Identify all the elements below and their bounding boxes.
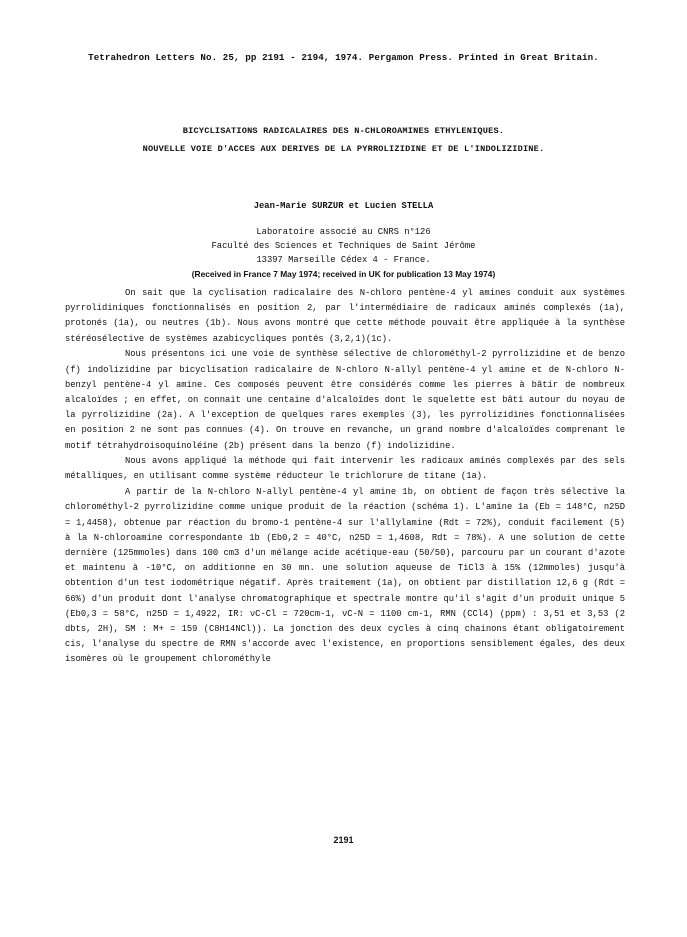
article-body <box>65 286 625 668</box>
author-names: Jean-Marie SURZUR et Lucien STELLA <box>253 201 434 211</box>
running-head: Tetrahedron Letters No. 25, pp 2191 - 2194, 1974. Pergamon Press. Printed in Great Britain. <box>88 52 599 63</box>
body-paragraph-3: Nous avons appliqué la méthode qui fait intervenir les radicaux aminés complexés par des sels métalliques, en utilisant comme système réducteur le trichlorure de titane (1a). <box>65 456 625 482</box>
affiliation-line-1: Laboratoire associé au CNRS n°126 <box>256 227 431 237</box>
affiliation-line-2: Faculté des Sciences et Techniques de Saint Jérôme <box>211 241 476 251</box>
received-dates: (Received in France 7 May 1974; received in UK for publication 13 May 1974) <box>191 269 496 279</box>
article-title-line-1: BICYCLISATIONS RADICALAIRES DES N-CHLOROAMINES ETHYLENIQUES. <box>182 126 505 136</box>
body-paragraph-1: On sait que la cyclisation radicalaire des N-chloro pentène-4 yl amines conduit aux systèmes pyrrolidiniques fonctionnalisés en position 2, par l'intermédiaire de radicaux aminés complexés (1a), protonés (1a), ou neutres (1b). Nous avons montré que cette méthode pouvait être appliquée à la synthèse stéréosélective de systèmes azabicycliques pontés (3,2,1)(1c). <box>65 288 625 344</box>
body-paragraph-2: Nous présentons ici une voie de synthèse sélective de chlorométhyl-2 pyrrolizidine et de benzo (f) indolizidine par bicyclisation radicalaire de N-chloro N-allyl pentène-4 yl amine et de N-chloro N-benzyl pentène-4 yl amine. Ces composés peuvent être considérés comme les pierres à bâtir de nombreux alcaloïdes ; en effet, on connait une centaine d'alcaloïdes dont le squelette est bâti autour du noyau de la pyrrolizidine (2a). A l'exception de quelques rares exemples (3), les pyrrolizidines fonctionnalisées en position 2 ne sont pas connues (4). On trouve en revanche, un grand nombre d'alcaloïdes comprenant le motif tétrahydroisoquinoléine (2b) présent dans la benzo (f) indolizidine. <box>65 349 625 451</box>
affiliation-line-3: 13397 Marseille Cédex 4 - France. <box>256 255 431 265</box>
page-number: 2191 <box>333 835 354 845</box>
body-paragraph-4: A partir de la N-chloro N-allyl pentène-4 yl amine 1b, on obtient de façon très sélective la chlorométhyl-2 pyrrolizidine comme unique produit de la réaction (schéma 1). L'amine 1a (Eb = 148°C, n25D = 1,4458), obtenue par réaction du bromo-1 pentène-4 sur l'allylamine (Rdt = 72%), conduit facilement (5) à la N-chloroamine correspondante 1b (Eb0,2 = 40°C, n25D = 1,4608, Rdt = 78%). A une solution de cette dernière (125mmoles) dans 100 cm3 d'un mélange acide acétique-eau (50/50), parcouru par un courant d'azote et maintenu à -10°C, on additionne en 30 mn. une solution aqueuse de TiCl3 à 15% (12mmoles) jusqu'à obtention d'un test iodométrique négatif. Après traitement (1a), on obtient par distillation 12,6 g (Rdt = 66%) d'un produit dont l'analyse chromatographique et spectrale montre qu'il s'agit d'un produit unique 5 (Eb0,3 = 58°C, n25D = 1,4922, IR: νC-Cl = 720cm-1, νC-N = 1100 cm-1, RMN (CCl4) (ppm) : 3,51 et 3,53 (2 dbts, 2H), SM : M+ = 159 (C8H14NCl)). La jonction des deux cycles à cinq chainons étant obligatoirement cis, l'analyse du spectre de RMN s'accorde avec l'existence, en proportions sensiblement égales, des deux isomères où le groupement chlorométhyle <box>65 487 625 665</box>
article-title-line-2: NOUVELLE VOIE D'ACCES AUX DERIVES DE LA PYRROLIZIDINE ET DE L'INDOLIZIDINE. <box>142 144 545 154</box>
